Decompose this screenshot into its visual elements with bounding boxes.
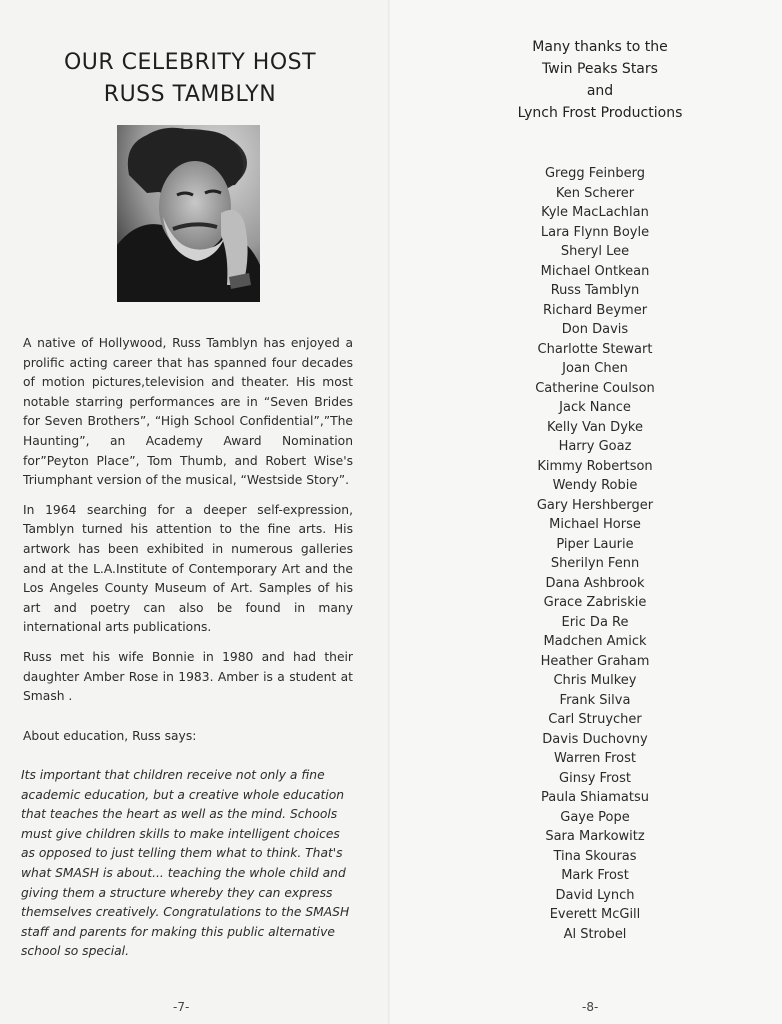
thanks-name-item: Chris Mulkey xyxy=(553,673,637,688)
host-title xyxy=(0,47,380,111)
bio-paragraph-family: Russ met his wife Bonnie in 1980 and had their daughter Amber Rose in 1983. Amber is a student at Smash . xyxy=(23,649,353,704)
thanks-names-list xyxy=(495,164,695,944)
right-page xyxy=(390,0,782,1024)
bio-paragraph-education-intro: About education, Russ says: xyxy=(23,728,197,743)
thanks-name-item: Heather Graham xyxy=(540,653,650,669)
thanks-name-item: Madchen Amick xyxy=(543,634,647,649)
host-biography xyxy=(23,334,353,756)
thanks-name-item: Piper Laurie xyxy=(556,536,634,552)
thanks-name-item: Paula Shiamatsu xyxy=(541,790,649,805)
thanks-name-item: Warren Frost xyxy=(554,751,636,766)
bio-paragraph-art: In 1964 searching for a deeper self-expression, Tamblyn turned his attention to the fine arts. His artwork has been exhibited in numerous galleries and at the L.A.Institute of Contemporary Art and the Los Angeles County Museum of Art. Samples of his art and poetry can also be found in many international arts publications. xyxy=(23,502,353,635)
thanks-name-item: Michael Ontkean xyxy=(540,263,650,279)
page-number-left: -7- xyxy=(173,1000,190,1014)
thanks-name-item: Richard Beymer xyxy=(542,302,648,318)
left-page xyxy=(0,0,390,1024)
thanks-name-item: Tina Skouras xyxy=(553,848,637,864)
bio-paragraph-career: A native of Hollywood, Russ Tamblyn has enjoyed a prolific acting career that has spanned four decades of motion pictures,television and theater. His most notable starring performances are in “Seven Brides for Seven Brothers”, “High School Confidential”,”The Haunting”, an Academy Award Nomination for”Peyton Place”, Tom Thumb, and Robert Wise's Triumphant version of the musical, “Westside Story”. xyxy=(23,336,353,488)
thanks-name-item: Wendy Robie xyxy=(552,478,638,493)
thanks-name-item: David Lynch xyxy=(555,887,635,903)
thanks-name-item: Davis Duchovny xyxy=(542,731,648,747)
host-portrait-photo xyxy=(117,125,260,302)
education-quote: Its important that children receive not only a fine academic education, but a creative whole education that teaches the heart as well as the mind. Schools must give children skills to make intelligent choices as opposed to just telling them what to think. That's what SMASH is about... teaching the whole child and giving them a structure whereby they can express themselves creatively. Congratulations to the SMASH staff and parents for making this public alternative school so special. xyxy=(21,768,350,959)
thanks-name-item: Gary Hershberger xyxy=(536,497,654,513)
thanks-name-item: Kimmy Robertson xyxy=(537,458,653,474)
thanks-name-item: Harry Goaz xyxy=(558,439,632,454)
thanks-name-item: Eric Da Re xyxy=(561,614,629,630)
thanks-name-item: Al Strobel xyxy=(563,926,627,942)
thanks-name-item: Grace Zabriskie xyxy=(543,595,647,610)
thanks-line: Twin Peaks Stars xyxy=(542,61,658,77)
thanks-name-item: Mark Frost xyxy=(561,868,629,883)
thanks-name-item: Kyle MacLachlan xyxy=(541,205,649,220)
thanks-name-item: Sheryl Lee xyxy=(560,244,630,259)
thanks-name-item: Everett McGill xyxy=(549,907,641,922)
host-title-line2: RUSS TAMBLYN xyxy=(103,81,277,107)
thanks-name-item: Ken Scherer xyxy=(555,185,635,201)
thanks-name-item: Don Davis xyxy=(561,322,629,337)
page-number-right: -8- xyxy=(582,1000,599,1014)
thanks-name-item: Charlotte Stewart xyxy=(537,341,653,357)
thanks-name-item: Joan Chen xyxy=(562,361,628,376)
thanks-name-item: Carl Struycher xyxy=(548,712,642,727)
thanks-heading xyxy=(490,36,710,124)
thanks-name-item: Ginsy Frost xyxy=(559,770,631,786)
thanks-line: Lynch Frost Productions xyxy=(517,105,683,121)
thanks-name-item: Dana Ashbrook xyxy=(545,575,645,591)
portrait-image xyxy=(117,125,260,302)
thanks-name-item: Jack Nance xyxy=(559,400,631,415)
thanks-name-item: Russ Tamblyn xyxy=(550,283,640,298)
thanks-name-item: Michael Horse xyxy=(549,517,641,532)
thanks-name-item: Gregg Feinberg xyxy=(544,166,645,181)
thanks-name-item: Sherilyn Fenn xyxy=(550,556,640,571)
thanks-name-item: Sara Markowitz xyxy=(545,829,645,844)
thanks-line: and xyxy=(586,83,614,99)
thanks-line: Many thanks to the xyxy=(532,39,668,55)
thanks-name-item: Catherine Coulson xyxy=(535,380,655,396)
thanks-name-item: Gaye Pope xyxy=(560,809,630,825)
thanks-name-item: Frank Silva xyxy=(559,692,631,708)
host-title-line1: OUR CELEBRITY HOST xyxy=(63,49,317,75)
thanks-name-item: Lara Flynn Boyle xyxy=(540,224,650,240)
thanks-name-item: Kelly Van Dyke xyxy=(547,419,643,435)
